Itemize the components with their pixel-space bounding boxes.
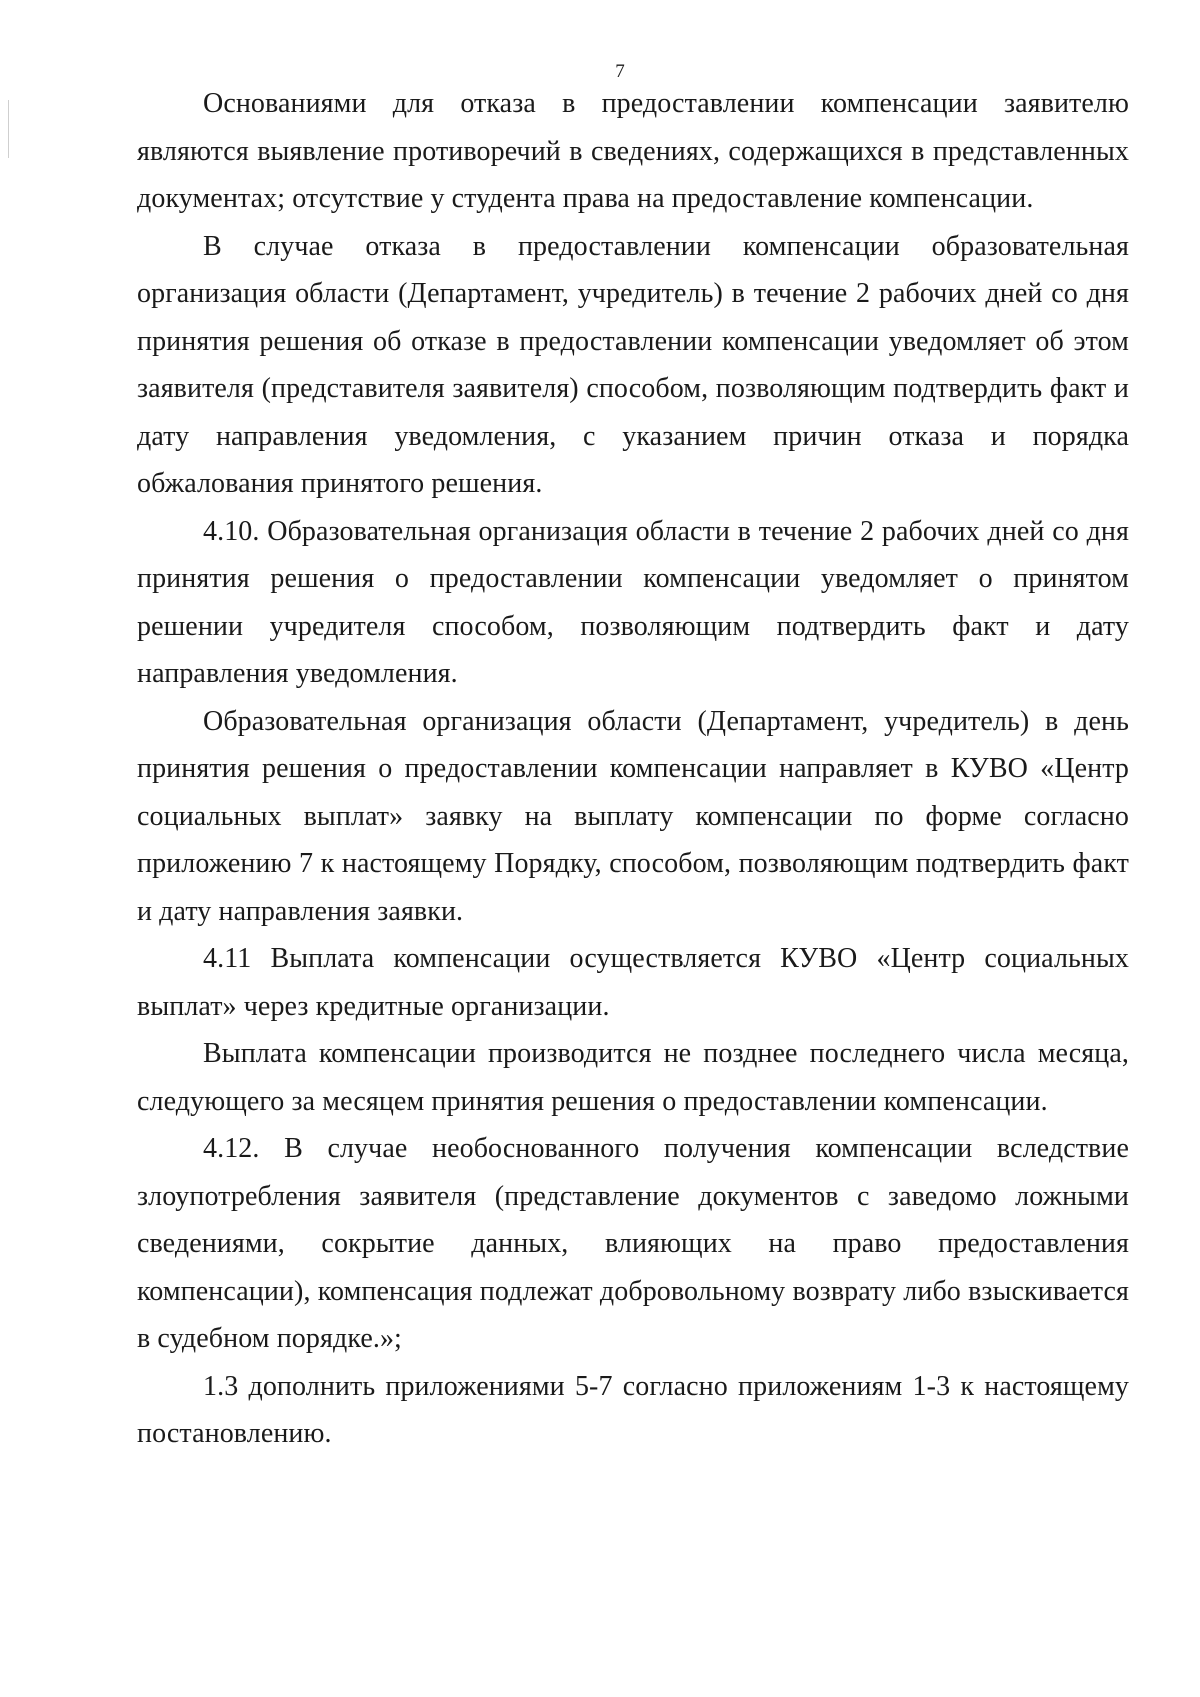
page-number: 7: [615, 61, 625, 82]
paragraph-4-10: 4.10. Образовательная организация области в течение 2 рабочих дней со дня принятия решения о предоставлении компенсации уведомляет о принятом решении учредителя способом, позволяющим подтвердить факт и дату направления уведомления.: [137, 515, 1129, 689]
scan-margin-mark: [8, 100, 9, 158]
paragraph-payment-request: Образовательная организация области (Департамент, учредитель) в день принятия решения о предоставлении компенсации направляет в КУВО «Центр социальных выплат» заявку на выплату компенсации по форме согласно приложению 7 к настоящему Порядку, способом, позволяющим подтвердить факт и дату направления заявки.: [137, 705, 1129, 927]
paragraph-4-12: 4.12. В случае необоснованного получения компенсации вследствие злоупотребления заявителя (представление документов с заведомо ложными сведениями, сокрытие данных, влияющих на право предоставления компенсации), компенсация подлежат добровольному возврату либо взыскивается в судебном порядке.»;: [137, 1133, 1129, 1354]
paragraph-payment-deadline: Выплата компенсации производится не позднее последнего числа месяца, следующего за месяцем принятия решения о предоставлении компенсации.: [137, 1038, 1129, 1117]
paragraph-refusal-grounds: Основаниями для отказа в предоставлении компенсации заявителю являются выявление противоречий в сведениях, содержащихся в представленных документах; отсутствие у студента права на предоставление компенсации.: [137, 88, 1129, 214]
paragraph-4-11: 4.11 Выплата компенсации осуществляется КУВО «Центр социальных выплат» через кредитные организации.: [137, 943, 1129, 1022]
document-body: [137, 80, 1129, 1458]
paragraph-refusal-notification: В случае отказа в предоставлении компенсации образовательная организация области (Департамент, учредитель) в течение 2 рабочих дней со дня принятия решения об отказе в предоставлении компенсации уведомляет об этом заявителя (представителя заявителя) способом, позволяющим подтвердить факт и дату направления уведомления, с указанием причин отказа и порядка обжалования принятого решения.: [137, 230, 1129, 499]
paragraph-1-3: 1.3 дополнить приложениями 5-7 согласно приложениям 1-3 к настоящему постановлению.: [137, 1370, 1129, 1449]
